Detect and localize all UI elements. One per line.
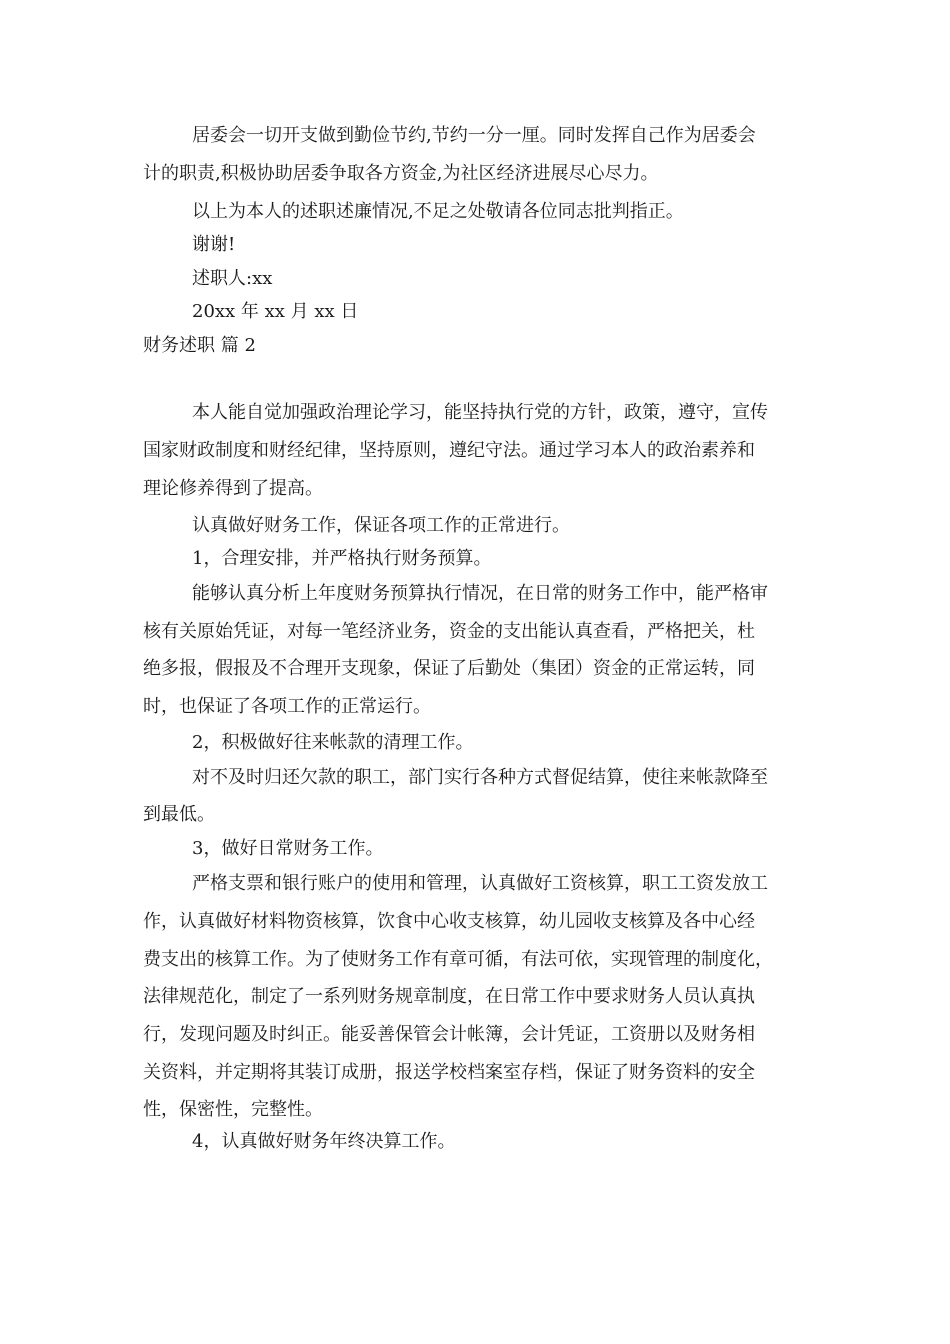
- paragraph-line: 作，认真做好材料物资核算，饮食中心收支核算，幼儿园收支核算及各中心经: [143, 911, 755, 932]
- paragraph-line: 严格支票和银行账户的使用和管理，认真做好工资核算，职工工资发放工: [192, 873, 768, 894]
- paragraph-line: 绝多报，假报及不合理开支现象，保证了后勤处（集团）资金的正常运转，同: [143, 658, 755, 679]
- paragraph-line: 到最低。: [143, 804, 215, 825]
- signature-line: 述职人:xx: [192, 268, 273, 289]
- paragraph-line: 对不及时归还欠款的职工，部门实行各种方式督促结算，使往来帐款降至: [192, 767, 768, 788]
- paragraph-line: 行，发现问题及时纠正。能妥善保管会计帐簿，会计凭证，工资册以及财务相: [143, 1024, 755, 1045]
- date-line: 20xx 年 xx 月 xx 日: [192, 301, 359, 322]
- list-item-heading: 1，合理安排，并严格执行财务预算。: [192, 548, 492, 569]
- paragraph-line: 谢谢!: [192, 234, 236, 255]
- paragraph-line: 法律规范化，制定了一系列财务规章制度，在日常工作中要求财务人员认真执: [143, 986, 755, 1007]
- list-item-heading: 4，认真做好财务年终决算工作。: [192, 1131, 456, 1152]
- paragraph-line: 性，保密性，完整性。: [143, 1099, 323, 1120]
- list-item-heading: 3，做好日常财务工作。: [192, 838, 384, 859]
- paragraph-line: 居委会一切开支做到勤俭节约,节约一分一厘。同时发挥自己作为居委会: [192, 125, 756, 146]
- paragraph-line: 认真做好财务工作，保证各项工作的正常进行。: [192, 515, 570, 536]
- paragraph-line: 能够认真分析上年度财务预算执行情况，在日常的财务工作中，能严格审: [192, 583, 768, 604]
- list-item-heading: 2，积极做好往来帐款的清理工作。: [192, 732, 474, 753]
- paragraph-line: 国家财政制度和财经纪律，坚持原则，遵纪守法。通过学习本人的政治素养和: [143, 440, 755, 461]
- paragraph-line: 计的职责,积极协助居委争取各方资金,为社区经济进展尽心尽力。: [143, 163, 659, 184]
- paragraph-line: 理论修养得到了提高。: [143, 478, 323, 499]
- paragraph-line: 时，也保证了各项工作的正常运行。: [143, 696, 431, 717]
- paragraph-line: 本人能自觉加强政治理论学习，能坚持执行党的方针，政策，遵守，宣传: [192, 402, 768, 423]
- paragraph-line: 以上为本人的述职述廉情况,不足之处敬请各位同志批判指正。: [192, 201, 684, 222]
- section-heading: 财务述职 篇 2: [143, 335, 256, 356]
- paragraph-line: 核有关原始凭证，对每一笔经济业务，资金的支出能认真查看，严格把关，杜: [143, 621, 755, 642]
- paragraph-line: 费支出的核算工作。为了使财务工作有章可循，有法可依，实现管理的制度化，: [143, 949, 773, 970]
- paragraph-line: 关资料，并定期将其装订成册，报送学校档案室存档，保证了财务资料的安全: [143, 1062, 755, 1083]
